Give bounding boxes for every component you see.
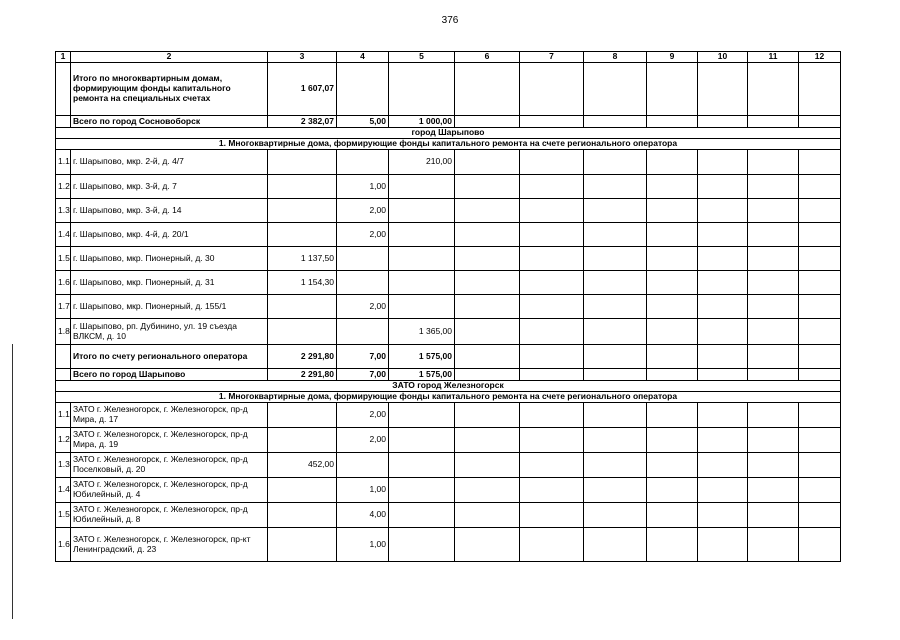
value-cell [455, 199, 520, 223]
value-cell [337, 319, 389, 345]
value-cell [337, 271, 389, 295]
table-row [56, 150, 841, 175]
table-row [56, 63, 841, 116]
value-cell [647, 345, 698, 369]
address-cell: Всего по город Шарыпово [71, 369, 268, 381]
address-cell: г. Шарыпово, рп. Дубинино, ул. 19 съезда ВЛКСМ, д. 10 [71, 319, 268, 345]
value-cell [337, 150, 389, 175]
value-cell [748, 116, 799, 128]
value-cell [584, 369, 647, 381]
header-row [56, 52, 841, 63]
value-cell [389, 403, 455, 428]
value-cell [520, 453, 584, 478]
value-cell [799, 503, 841, 528]
section-heading: 1. Многоквартирные дома, формирующие фонды капитального ремонта на счете регионального оператора [56, 392, 841, 403]
value-cell [799, 403, 841, 428]
value-cell [698, 150, 748, 175]
row-number: 1.2 [56, 175, 71, 199]
value-cell [584, 116, 647, 128]
table-row [56, 199, 841, 223]
value-cell [584, 175, 647, 199]
value-cell [389, 503, 455, 528]
value-cell [389, 63, 455, 116]
value-cell [389, 271, 455, 295]
value-cell: 1 154,30 [268, 271, 337, 295]
value-cell [389, 199, 455, 223]
value-cell [799, 63, 841, 116]
value-cell [647, 503, 698, 528]
value-cell [647, 175, 698, 199]
value-cell [520, 319, 584, 345]
value-cell [647, 319, 698, 345]
value-cell [520, 503, 584, 528]
value-cell [520, 528, 584, 562]
section-heading: город Шарыпово [56, 128, 841, 139]
value-cell [268, 528, 337, 562]
value-cell [520, 369, 584, 381]
value-cell [799, 478, 841, 503]
value-cell [389, 175, 455, 199]
address-cell: Итого по счету регионального оператора [71, 345, 268, 369]
value-cell [647, 428, 698, 453]
column-header: 4 [337, 52, 389, 63]
value-cell [455, 345, 520, 369]
row-number: 1.5 [56, 503, 71, 528]
value-cell [647, 150, 698, 175]
value-cell [698, 403, 748, 428]
value-cell [584, 478, 647, 503]
value-cell [389, 453, 455, 478]
address-cell: г. Шарыпово, мкр. 3-й, д. 7 [71, 175, 268, 199]
value-cell [455, 295, 520, 319]
table-row [56, 369, 841, 381]
row-number: 1.1 [56, 150, 71, 175]
table-row [56, 453, 841, 478]
value-cell: 2,00 [337, 403, 389, 428]
value-cell [748, 175, 799, 199]
address-cell: г. Шарыпово, мкр. Пионерный, д. 155/1 [71, 295, 268, 319]
value-cell [748, 428, 799, 453]
value-cell: 5,00 [337, 116, 389, 128]
value-cell [647, 453, 698, 478]
value-cell [268, 175, 337, 199]
value-cell [748, 478, 799, 503]
value-cell [647, 403, 698, 428]
address-cell: ЗАТО г. Железногорск, г. Железногорск, пр-кт Ленинградский, д. 23 [71, 528, 268, 562]
value-cell: 4,00 [337, 503, 389, 528]
value-cell [698, 199, 748, 223]
value-cell [584, 247, 647, 271]
value-cell: 7,00 [337, 345, 389, 369]
value-cell [520, 199, 584, 223]
address-cell: Итого по многоквартирным домам, формирующим фонды капитального ремонта на специальных счетах [71, 63, 268, 116]
value-cell [748, 503, 799, 528]
table-row [56, 403, 841, 428]
value-cell [268, 150, 337, 175]
value-cell: 2,00 [337, 199, 389, 223]
value-cell [520, 403, 584, 428]
value-cell [268, 478, 337, 503]
value-cell [520, 223, 584, 247]
value-cell [799, 369, 841, 381]
value-cell [584, 199, 647, 223]
value-cell [268, 199, 337, 223]
value-cell [799, 199, 841, 223]
table-row [56, 295, 841, 319]
value-cell [748, 369, 799, 381]
row-number: 1.4 [56, 478, 71, 503]
value-cell [698, 63, 748, 116]
value-cell [748, 403, 799, 428]
value-cell [647, 478, 698, 503]
row-number: 1.5 [56, 247, 71, 271]
value-cell [455, 247, 520, 271]
register-table [55, 51, 841, 562]
value-cell: 2,00 [337, 223, 389, 247]
value-cell [748, 63, 799, 116]
address-cell: г. Шарыпово, мкр. 4-й, д. 20/1 [71, 223, 268, 247]
value-cell: 1 575,00 [389, 369, 455, 381]
value-cell [748, 199, 799, 223]
value-cell [584, 345, 647, 369]
address-cell: ЗАТО г. Железногорск, г. Железногорск, пр-д Юбилейный, д. 4 [71, 478, 268, 503]
value-cell: 1 607,07 [268, 63, 337, 116]
page-number: 376 [441, 15, 459, 26]
value-cell [799, 528, 841, 562]
value-cell [698, 503, 748, 528]
row-number [56, 116, 71, 128]
address-cell: ЗАТО г. Железногорск, г. Железногорск, пр-д Мира, д. 17 [71, 403, 268, 428]
value-cell [268, 428, 337, 453]
value-cell [748, 453, 799, 478]
table-row [56, 271, 841, 295]
value-cell [698, 369, 748, 381]
table-row [56, 345, 841, 369]
value-cell [520, 150, 584, 175]
section-heading-row [56, 139, 841, 150]
table-row [56, 116, 841, 128]
value-cell [748, 528, 799, 562]
value-cell [520, 428, 584, 453]
value-cell [698, 478, 748, 503]
value-cell [584, 63, 647, 116]
address-cell: г. Шарыпово, мкр. Пионерный, д. 30 [71, 247, 268, 271]
value-cell [584, 528, 647, 562]
column-header: 5 [389, 52, 455, 63]
value-cell [520, 63, 584, 116]
value-cell [799, 175, 841, 199]
value-cell [698, 223, 748, 247]
value-cell [389, 247, 455, 271]
row-number [56, 345, 71, 369]
row-number: 1.6 [56, 271, 71, 295]
value-cell [389, 528, 455, 562]
value-cell [520, 295, 584, 319]
table-row [56, 175, 841, 199]
column-header: 1 [56, 52, 71, 63]
row-number: 1.3 [56, 453, 71, 478]
value-cell [748, 319, 799, 345]
value-cell: 210,00 [389, 150, 455, 175]
value-cell [799, 247, 841, 271]
column-header: 3 [268, 52, 337, 63]
value-cell [748, 345, 799, 369]
address-cell: ЗАТО г. Железногорск, г. Железногорск, пр-д Мира, д. 19 [71, 428, 268, 453]
value-cell [455, 175, 520, 199]
value-cell [584, 295, 647, 319]
value-cell [698, 116, 748, 128]
value-cell: 2 382,07 [268, 116, 337, 128]
value-cell: 2,00 [337, 428, 389, 453]
table-row [56, 319, 841, 345]
value-cell [455, 478, 520, 503]
value-cell: 1 137,50 [268, 247, 337, 271]
value-cell [748, 223, 799, 247]
value-cell: 1,00 [337, 528, 389, 562]
value-cell: 452,00 [268, 453, 337, 478]
row-number: 1.8 [56, 319, 71, 345]
address-cell: Всего по город Сосновоборск [71, 116, 268, 128]
value-cell: 7,00 [337, 369, 389, 381]
value-cell [520, 175, 584, 199]
column-header: 2 [71, 52, 268, 63]
value-cell: 2,00 [337, 295, 389, 319]
address-cell: ЗАТО г. Железногорск, г. Железногорск, пр-д Юбилейный, д. 8 [71, 503, 268, 528]
value-cell: 1 365,00 [389, 319, 455, 345]
value-cell [268, 319, 337, 345]
value-cell [748, 295, 799, 319]
value-cell [268, 503, 337, 528]
value-cell [520, 271, 584, 295]
address-cell: г. Шарыпово, мкр. 3-й, д. 14 [71, 199, 268, 223]
table-row [56, 478, 841, 503]
value-cell [389, 223, 455, 247]
value-cell [584, 428, 647, 453]
value-cell: 2 291,80 [268, 369, 337, 381]
table-row [56, 503, 841, 528]
value-cell [455, 428, 520, 453]
section-heading: 1. Многоквартирные дома, формирующие фонды капитального ремонта на счете регионального оператора [56, 139, 841, 150]
value-cell [455, 503, 520, 528]
value-cell [698, 271, 748, 295]
value-cell [337, 453, 389, 478]
column-header: 10 [698, 52, 748, 63]
value-cell [389, 478, 455, 503]
value-cell [698, 453, 748, 478]
value-cell [799, 116, 841, 128]
value-cell [748, 271, 799, 295]
row-number [56, 369, 71, 381]
value-cell [584, 150, 647, 175]
value-cell [647, 247, 698, 271]
value-cell [584, 453, 647, 478]
value-cell [647, 271, 698, 295]
value-cell [799, 150, 841, 175]
column-header: 12 [799, 52, 841, 63]
column-header: 11 [748, 52, 799, 63]
table-row [56, 247, 841, 271]
section-heading: ЗАТО город Железногорск [56, 381, 841, 392]
value-cell [698, 319, 748, 345]
value-cell [647, 295, 698, 319]
value-cell [455, 271, 520, 295]
value-cell [799, 271, 841, 295]
column-header: 8 [584, 52, 647, 63]
section-heading-row [56, 392, 841, 403]
row-number: 1.2 [56, 428, 71, 453]
section-heading-row [56, 128, 841, 139]
value-cell: 1 000,00 [389, 116, 455, 128]
value-cell [647, 223, 698, 247]
row-number: 1.6 [56, 528, 71, 562]
value-cell [584, 503, 647, 528]
value-cell [698, 428, 748, 453]
value-cell [455, 223, 520, 247]
value-cell [268, 223, 337, 247]
address-cell: г. Шарыпово, мкр. 2-й, д. 4/7 [71, 150, 268, 175]
value-cell [520, 345, 584, 369]
value-cell [268, 403, 337, 428]
value-cell [647, 369, 698, 381]
table-row [56, 223, 841, 247]
value-cell [520, 478, 584, 503]
column-header: 7 [520, 52, 584, 63]
value-cell [455, 453, 520, 478]
value-cell [647, 528, 698, 562]
value-cell [698, 247, 748, 271]
value-cell [698, 345, 748, 369]
value-cell: 2 291,80 [268, 345, 337, 369]
value-cell [584, 223, 647, 247]
table-row [56, 428, 841, 453]
value-cell [748, 150, 799, 175]
address-cell: ЗАТО г. Железногорск, г. Железногорск, пр-д Поселковый, д. 20 [71, 453, 268, 478]
value-cell [647, 63, 698, 116]
value-cell [455, 369, 520, 381]
column-header: 6 [455, 52, 520, 63]
value-cell [455, 63, 520, 116]
value-cell [389, 428, 455, 453]
value-cell [584, 271, 647, 295]
value-cell [799, 453, 841, 478]
value-cell [799, 223, 841, 247]
column-header: 9 [647, 52, 698, 63]
value-cell [455, 403, 520, 428]
row-number: 1.1 [56, 403, 71, 428]
value-cell: 1,00 [337, 478, 389, 503]
value-cell [799, 428, 841, 453]
value-cell [520, 247, 584, 271]
value-cell: 1 575,00 [389, 345, 455, 369]
value-cell [647, 116, 698, 128]
row-number: 1.3 [56, 199, 71, 223]
value-cell [647, 199, 698, 223]
value-cell [698, 295, 748, 319]
value-cell [455, 528, 520, 562]
value-cell [748, 247, 799, 271]
row-number: 1.4 [56, 223, 71, 247]
address-cell: г. Шарыпово, мкр. Пионерный, д. 31 [71, 271, 268, 295]
value-cell [698, 175, 748, 199]
value-cell [584, 319, 647, 345]
margin-line [12, 344, 13, 619]
value-cell [799, 319, 841, 345]
value-cell [584, 403, 647, 428]
value-cell [337, 247, 389, 271]
row-number: 1.7 [56, 295, 71, 319]
value-cell [268, 295, 337, 319]
value-cell [698, 528, 748, 562]
value-cell [799, 295, 841, 319]
value-cell: 1,00 [337, 175, 389, 199]
value-cell [455, 116, 520, 128]
value-cell [389, 295, 455, 319]
section-heading-row [56, 381, 841, 392]
value-cell [337, 63, 389, 116]
value-cell [455, 319, 520, 345]
table-row [56, 528, 841, 562]
value-cell [455, 150, 520, 175]
value-cell [520, 116, 584, 128]
row-number [56, 63, 71, 116]
value-cell [799, 345, 841, 369]
